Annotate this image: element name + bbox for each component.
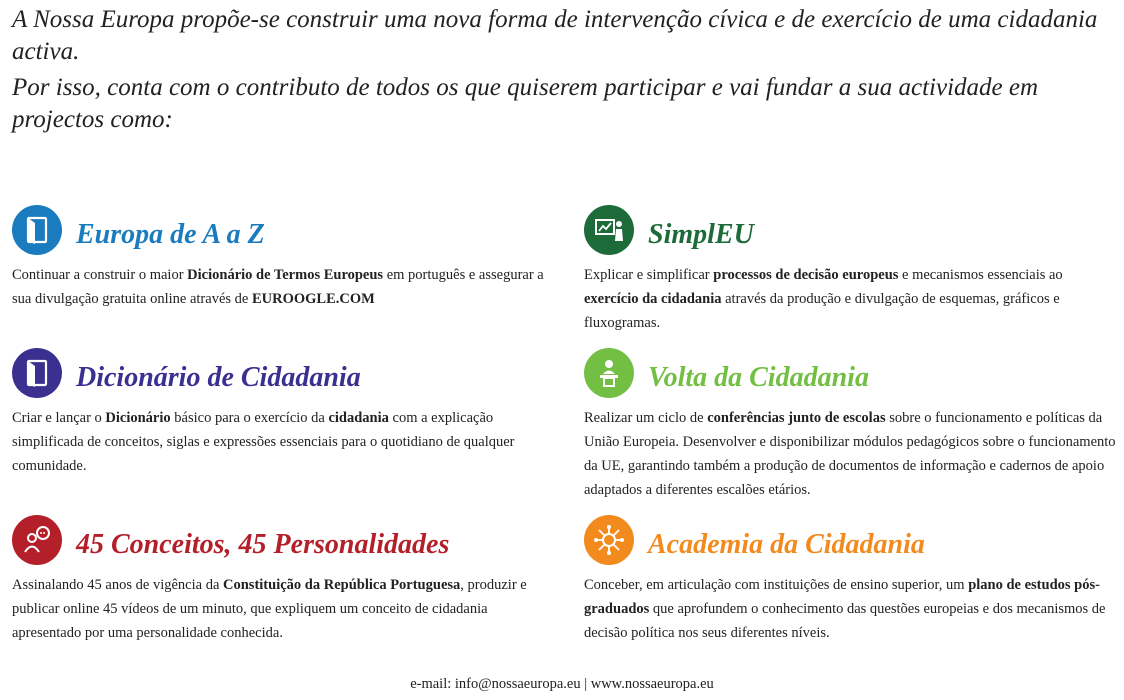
book-icon [12, 348, 62, 398]
description-text: Conceber, em articulação com instituições de ensino superior, um [584, 577, 969, 593]
project-header [584, 515, 1124, 565]
description-text: em português e assegurar a sua divulgação gratuita online através de [12, 267, 544, 307]
description-text: Assinalando 45 anos de vigência da [12, 577, 224, 593]
description-text: Continuar a construir o maior [12, 267, 188, 283]
project-header [12, 348, 552, 398]
description-emphasis: processos de decisão europeus [713, 267, 899, 283]
project-description [584, 573, 1124, 645]
intro-line-2: Por isso, conta com o contributo de todos os que quiserem participar e vai fundar a sua actividade em projectos como: [12, 74, 1039, 133]
project-title: Volta da Cidadania [648, 362, 869, 393]
description-emphasis: Dicionário [105, 410, 171, 426]
project-description [584, 263, 1119, 335]
description-text: Realizar um ciclo de [584, 410, 708, 426]
project-europa-a-z [12, 205, 552, 311]
description-text: através da produção e divulgação de esquemas, gráficos e fluxogramas. [584, 291, 1060, 331]
project-title: Academia da Cidadania [648, 529, 925, 560]
description-text: com a explicação simplificada de conceitos, siglas e expressões essenciais para o quotidiano de qualquer comunidade. [12, 410, 515, 474]
project-45-conceitos [12, 515, 552, 645]
book-icon [12, 205, 62, 255]
description-emphasis: cidadania [328, 410, 389, 426]
project-description [584, 406, 1119, 502]
project-title: Europa de A a Z [76, 219, 265, 250]
project-title: SimplEU [648, 219, 754, 250]
description-emphasis: EUROOGLE.COM [251, 291, 375, 307]
intro-line-1: A Nossa Europa propõe-se construir uma nova forma de intervenção cívica e de exercício de uma cidadania activa. [12, 6, 1098, 65]
description-emphasis: conferências junto de escolas [707, 410, 886, 426]
network-head-icon [584, 515, 634, 565]
description-text: que aprofundem o conhecimento das questões europeias e dos mecanismos de decisão política nos seus diferentes níveis. [584, 601, 1106, 641]
description-emphasis: Constituição da República Portuguesa [223, 577, 461, 593]
description-text: sobre o funcionamento e políticas da União Europeia. Desenvolver e disponibilizar módulos pedagógicos sobre o funcionamento da UE, garantindo também a produção de documentos de informação e cadernos de apoio adaptados a diferentes escalões etários. [584, 410, 1116, 498]
project-header [12, 515, 552, 565]
description-text: Explicar e simplificar [584, 267, 714, 283]
contact-footer: e-mail: info@nossaeuropa.eu | www.nossaeuropa.eu [410, 676, 714, 692]
description-emphasis: plano de estudos pós-graduados [584, 577, 1100, 617]
presentation-icon [584, 205, 634, 255]
description-text: , produzir e publicar online 45 vídeos de um minuto, que expliquem um conceito de cidadania apresentado por uma personalidade conhecida. [12, 577, 527, 641]
project-simpleu [584, 205, 1119, 335]
project-header [584, 348, 1119, 398]
project-description [12, 573, 552, 645]
project-description [12, 406, 552, 478]
description-text: básico para o exercício da [170, 410, 329, 426]
description-emphasis: exercício da cidadania [584, 291, 722, 307]
project-description [12, 263, 552, 311]
project-title: Dicionário de Cidadania [76, 362, 361, 393]
project-dicionario-cidadania [12, 348, 552, 478]
project-header [584, 205, 1119, 255]
intro [12, 4, 1112, 136]
description-text: e mecanismos essenciais ao [898, 267, 1063, 283]
description-text: Criar e lançar o [12, 410, 106, 426]
person-speech-icon [12, 515, 62, 565]
project-header [12, 205, 552, 255]
speaker-podium-icon [584, 348, 634, 398]
project-volta-cidadania [584, 348, 1119, 502]
description-emphasis: Dicionário de Termos Europeus [187, 267, 384, 283]
project-title: 45 Conceitos, 45 Personalidades [76, 529, 450, 560]
project-academia-cidadania [584, 515, 1124, 645]
